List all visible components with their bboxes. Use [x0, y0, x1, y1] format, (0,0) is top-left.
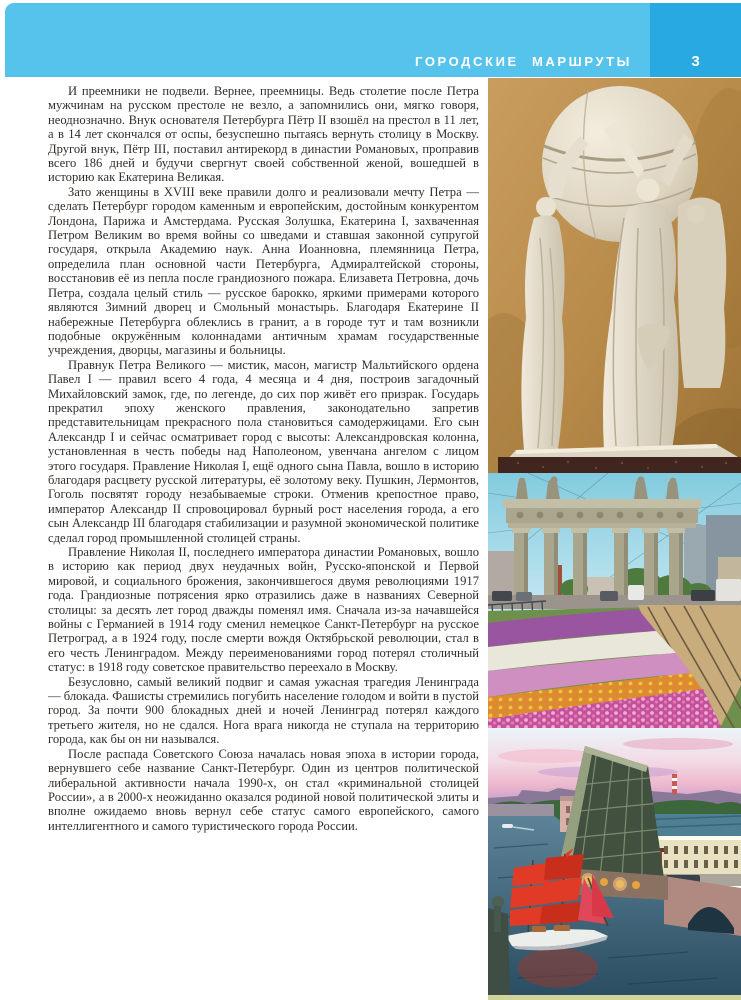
paragraph-5: Безусловно, самый великий подвиг и самая ужасная трагедия Ленинграда — блокада. Фашисты стремились погубить население голодом и войти в пустой город. За почти 900 блокадных дней и ночей Ленинград потерял каждого третьего жителя, но не сдался. Нога врага никогда не ступала на территорию города, как бы он ни назывался. — [48, 674, 479, 747]
tulip-beds — [488, 605, 741, 728]
paragraph-4: Правление Николая II, последнего императора династии Романовых, вошло в историю как период двух неудачных войн, Русско-японской и Первой мировой, и социального брожения, закончившегося двумя революциями 1917 года. Грандиозные потрясения ярко отразились даже в названиях Северной столицы: за десять лет город дважды поменял имя. Сначала из-за начавшейся войны с Германией в 1914 году сменил немецкое Санкт-Петербург на русское Петроград, а в 1924 году, после смерти вождя Октябрьской революции, стал в его честь Ленинградом. Между переименованиями город потерял столичный статус: в 1918 году советское правительство переехало в Москву. — [48, 545, 479, 675]
triumphal-gate-illustration — [488, 473, 741, 728]
frieze-reliefs — [517, 512, 684, 519]
paragraph-3: Правнук Петра Великого — мистик, масон, магистр Мальтийского ордена Павел I — правил всего 4 года, 4 месяца и 4 дня, построив загадочный Михайловский замок, где, по легенде, до сих пор живёт его призрак. Государь прекратил эпоху женского правления, законодательно запретив представительницам прекрасного пола становиться самодержицами. Его сын Александр I и сейчас осматривает город с высоты: Александровская колонна, установленная в честь победы над Наполеоном, увенчана ангелом с лицом этого государя. Правление Николая I, ещё одного сына Павла, вошло в историю благодаря расцвету русской литературы, её золотому веку. Пушкин, Лермонтов, Гоголь посвятят городу незабываемые строки. Отменив крепостное право, император Александр II спровоцировал бурный рост населения города, а его сын Александр III благодаря стабилизации и разумной экономической политике сделал город промышленной столицей страны. — [48, 357, 479, 545]
photo-column — [488, 78, 741, 1000]
scarlet-sails-bridge-photo — [488, 728, 741, 1000]
header-title: ГОРОДСКИЕ МАРШРУТЫ — [415, 54, 632, 69]
paragraph-1: И преемники не подвели. Вернее, преемницы. Ведь столетие после Петра мужчинам на русском престоле не везло, а запомнились они, мягко говоря, неоднозначно. Внук основателя Петербурга Пётр II взошёл на престол в 11 лет, а в 14 лет скончался от оспы, безуспешно пытаясь вернуть столицу в Москву. Другой внук, Пётр III, поставил антирекорд в династии Романовых, проправив всего 186 дней и будучи свергнут своей собственной женой, вошедшей в историю как Екатерина Великая. — [48, 84, 479, 185]
red-reflection — [518, 948, 598, 988]
scarlet-sails-illustration — [488, 728, 741, 1000]
page-number-box — [650, 3, 741, 77]
paragraph-2: Зато женщины в XVIII веке правили долго и реализовали мечту Петра — сделать Петербург городом каменным и европейским, достойным конкурентом Лондона, Парижа и Амстердама. Русская Золушка, Екатерина I, захваченная Петром Великим во время войны со шведами и ставшая законной супругой государя, открыла Академию наук. Анна Иоанновна, племянница Петра, определила план основной части Петербурга, Адмиралтейской стороны, восстановив её из пепла после грандиозного пожара. Елизавета Петровна, дочь Петра, создала целый стиль — русское барокко, яркими примерами которого являются Зимний дворец и Смольный монастырь. Благодаря Екатерине II набережные Петербурга облеклись в гранит, а в городе тут и там возникли подобные окружённым колоннадами античным храмам государственные учреждения, дворцы, магазины и больницы. — [48, 184, 479, 358]
photo-bottom-strip — [488, 995, 741, 1000]
header-bar — [5, 3, 741, 77]
embankment-wall — [488, 804, 554, 816]
article-text — [48, 84, 479, 833]
caryatids-globe-photo — [488, 78, 741, 473]
caryatids-globe-illustration — [488, 78, 741, 473]
triumphal-gate-photo — [488, 473, 741, 728]
page-number: 3 — [691, 53, 700, 70]
paragraph-6: После распада Советского Союза началась новая эпоха в истории города, вернувшего себе название Санкт-Петербург. Один из центров политической либеральной активности начала 1990-х, он стал «криминальной столицей России», а в 2000-х неожиданно оказался родиной новой политической элиты и вполне ожидаемо вновь вернул себе статус самого европейского, самого интеллигентного и самого туристического города России. — [48, 746, 479, 833]
